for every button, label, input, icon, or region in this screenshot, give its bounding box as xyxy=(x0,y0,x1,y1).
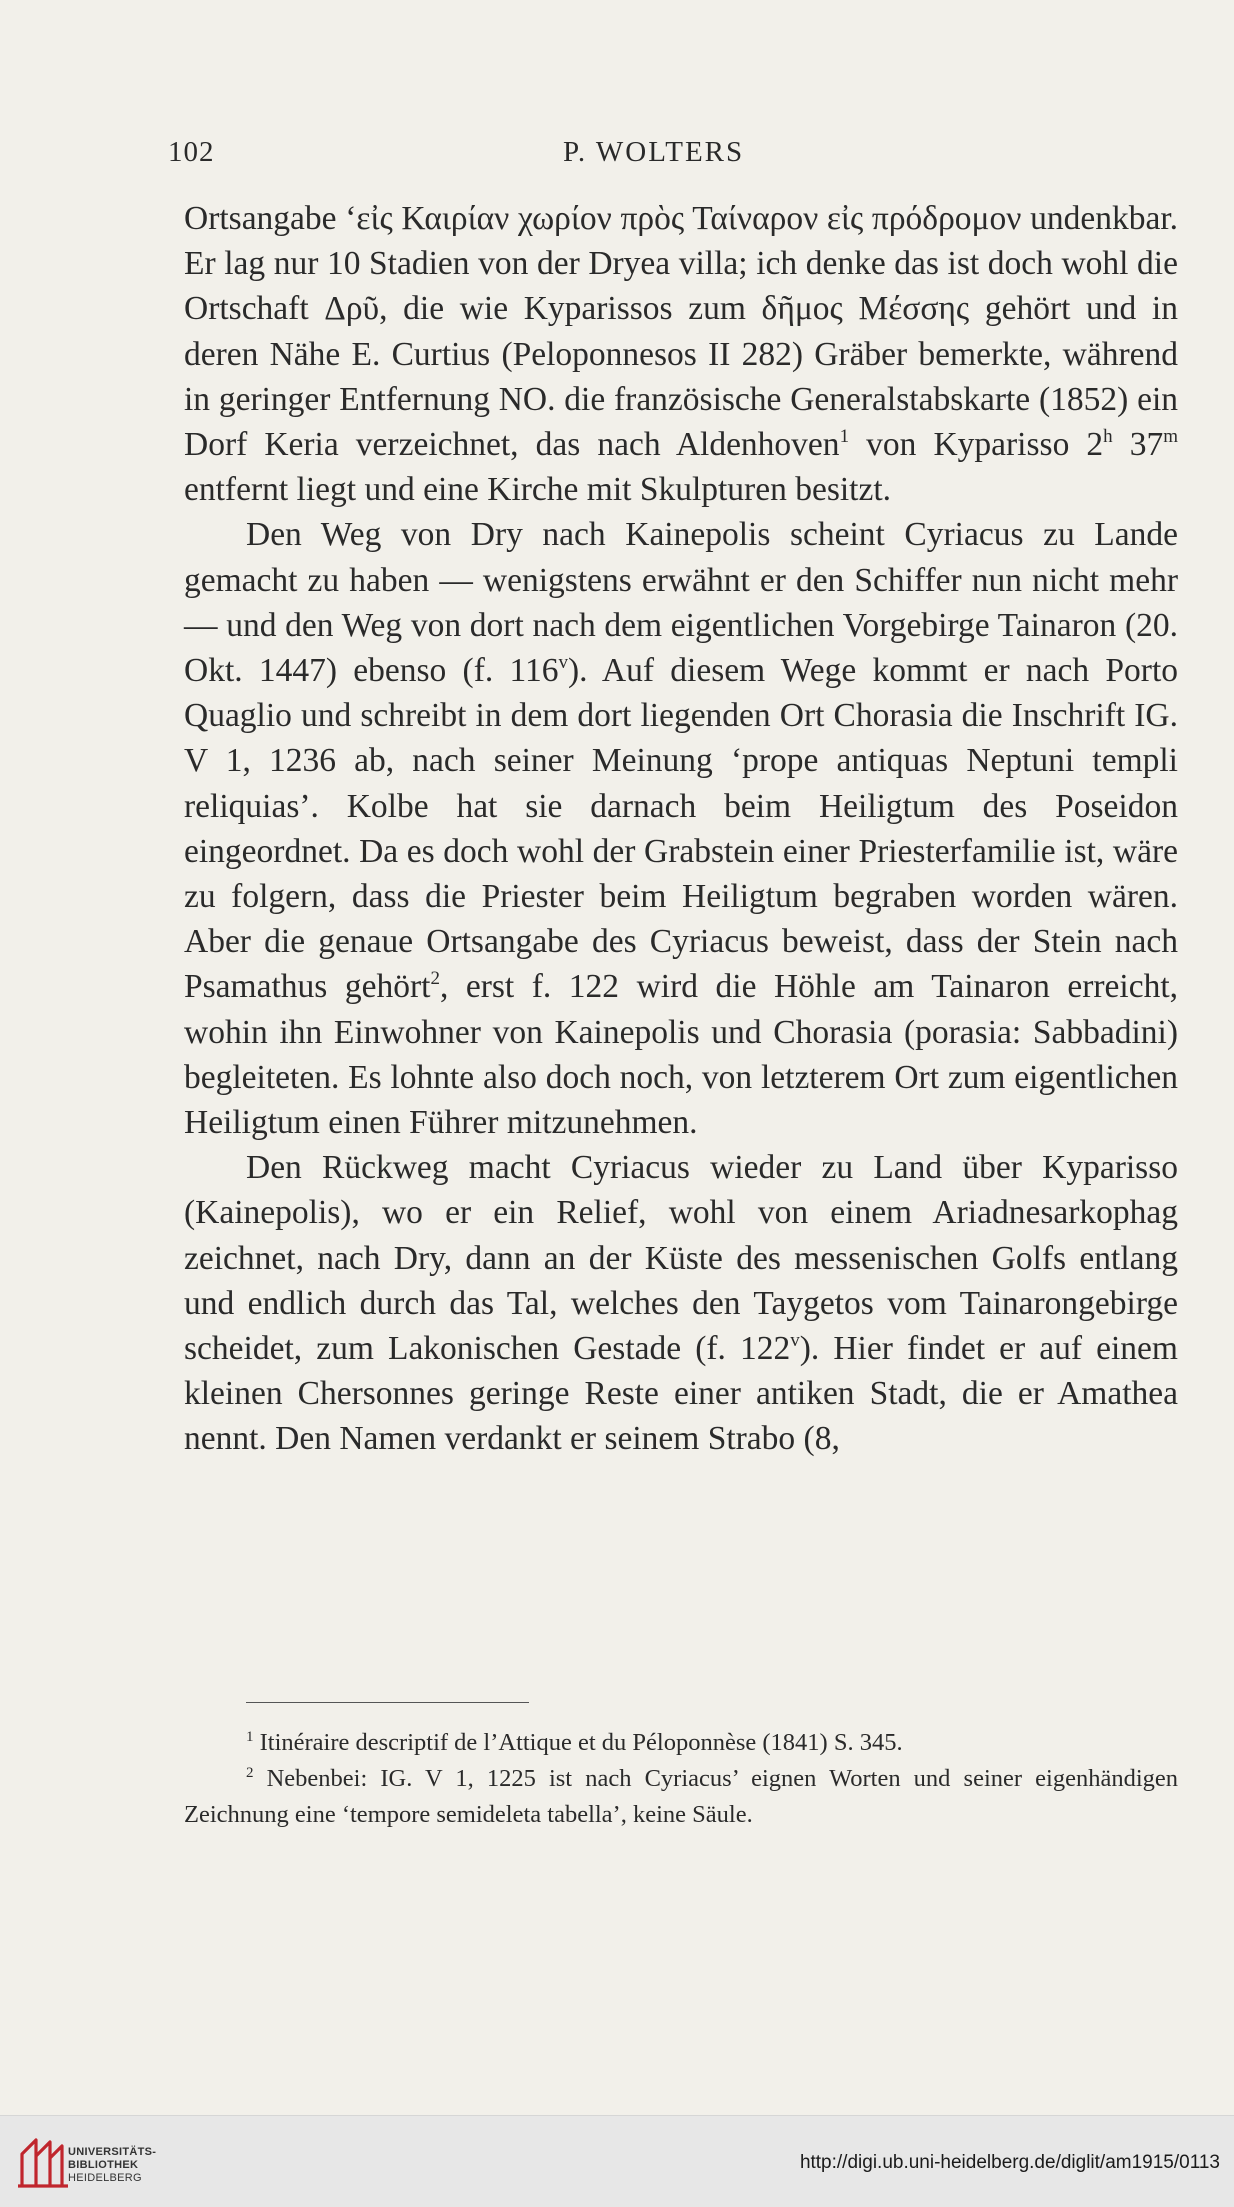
footnote-text: Nebenbei: IG. V 1, 1225 ist nach Cyriacus’ eignen Worten und seiner eigenhändigen Zeichnung eine ‘tempore semideleta tabella’, keine Säule. xyxy=(184,1765,1178,1828)
paragraph xyxy=(184,512,1178,1145)
text-run: 37 xyxy=(1112,426,1164,464)
text-run: Den Rückweg macht Cyriacus wieder zu Land über Kyparisso (Kainepolis), wo er ein Relief, wohl von einem Ariadnesarkophag zeichnet, nach Dry, dann an der Küste des messenischen Golfs entlang und endlich durch das Tal, welches den Taygetos vom Tainarongebirge scheidet, zum Lakonischen Gestade (f. 122 xyxy=(184,1149,1178,1368)
footnote xyxy=(184,1725,1178,1761)
library-name-line-2: BIBLIOTHEK xyxy=(68,2159,139,2171)
paragraph xyxy=(184,1145,1178,1461)
superscript: 2 xyxy=(430,968,440,990)
running-head xyxy=(168,136,1178,176)
running-head-author: P. WOLTERS xyxy=(563,136,745,168)
footnote xyxy=(184,1761,1178,1833)
footnote-text: Itinéraire descriptif de l’Attique et du Péloponnèse (1841) S. 345. xyxy=(253,1729,903,1756)
superscript: m xyxy=(1163,426,1178,448)
text-run: ). Auf diesem Wege kommt er nach Porto Quaglio und schreibt in dem dort liegenden Ort Chorasia die Inschrift IG. V 1, 1236 ab, nach seiner Meinung ‘prope antiquas Neptuni templi reliquias’. Kolbe hat sie darnach beim Heiligtum des Poseidon eingeordnet. Da es doch wohl der Grabstein einer Priesterfamilie ist, wäre zu folgern, dass die Priester beim Heiligtum begraben worden wären. Aber die genaue Ortsangabe des Cyriacus beweist, dass der Stein nach Psamathus gehört xyxy=(184,652,1178,1006)
source-url[interactable]: http://digi.ub.uni-heidelberg.de/diglit/am1915/0113 xyxy=(799,2152,1220,2173)
footnote-separator xyxy=(246,1702,529,1703)
text-run: entfernt liegt und eine Kirche mit Skulpturen besitzt. xyxy=(184,471,892,509)
text-run: , erst f. 122 wird die Höhle am Tainaron erreicht, wohin ihn Einwohner von Kainepolis und Chorasia (porasia: Sabbadini) begleiteten. Es lohnte also doch noch, von letzterem Ort zum eigentlichen Heiligtum einen Führer mitzunehmen. xyxy=(184,968,1179,1142)
library-name-line-1: UNIVERSITÄTS- xyxy=(68,2146,157,2158)
library-name-line-3: HEIDELBERG xyxy=(68,2172,142,2184)
text-run: ). Hier findet er auf einem kleinen Chersonnes geringe Reste einer antiken Stadt, die er Amathea nennt. Den Namen verdankt er seinem Strabo (8, xyxy=(184,1330,1178,1458)
footnote-number: 1 xyxy=(246,1729,254,1745)
superscript: v xyxy=(558,652,568,674)
footnote-number: 2 xyxy=(246,1765,254,1781)
text-run: von Kyparisso 2 xyxy=(849,426,1104,464)
footnotes xyxy=(184,1725,1178,1833)
body-text xyxy=(184,196,1178,1462)
library-name xyxy=(68,2146,156,2185)
superscript: h xyxy=(1103,426,1113,448)
paragraph xyxy=(184,196,1178,512)
text-run: Ortsangabe ‘εἰς Καιρίαν χωρίον πρὸς Ταίναρον εἰς πρόδρομον undenkbar. Er lag nur 10 Stadien von der Dryea villa; ich denke das ist doch wohl die Ortschaft Δρῦ, die wie Kyparissos zum δῆμος Μέσσης gehört und in deren Nähe E. Curtius (Peloponnesos II 282) Gräber bemerkte, während in geringer Entfernung NO. die französische Generalstabskarte (1852) ein Dorf Keria verzeichnet, das nach Aldenhoven xyxy=(184,200,1178,464)
superscript: 1 xyxy=(839,426,850,448)
text-run: Den Weg von Dry nach Kainepolis scheint Cyriacus zu Lande gemacht zu haben — wenigstens erwähnt er den Schiffer nun nicht mehr — und den Weg von dort nach dem eigentlichen Vorgebirge Tainaron (20. Okt. 1447) ebenso (f. 116 xyxy=(184,516,1178,690)
superscript: v xyxy=(790,1330,800,1352)
footer-bar xyxy=(0,2115,1234,2207)
page-number: 102 xyxy=(168,136,215,168)
heidelberg-library-logo-icon[interactable] xyxy=(14,2130,72,2192)
